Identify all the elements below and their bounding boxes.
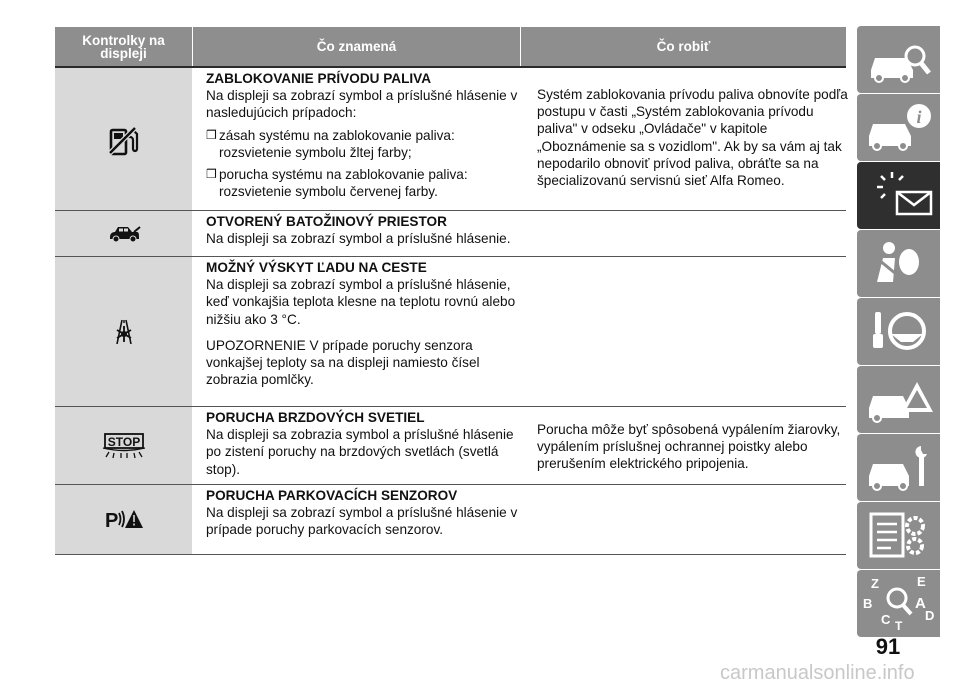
row-text: Na displeji sa zobrazí symbol a príslušné hlásenie.	[206, 231, 511, 247]
icon-cell	[55, 211, 192, 257]
row-text: Na displeji sa zobrazia symbol a príslušné hlásenie po zistení poruchy na brzdových svetlách (svetlá stop).	[206, 427, 514, 477]
row-title: MOŽNÝ VÝSKYT ĽADU NA CESTE	[206, 260, 427, 275]
car-info-icon	[857, 94, 940, 161]
index-letter: B	[863, 596, 873, 611]
meaning-cell	[206, 487, 521, 539]
column-header-indicators-text: Kontrolky na displeji	[82, 32, 165, 61]
document-gear-icon	[857, 502, 940, 569]
svg-text:P: P	[104, 510, 118, 532]
column-header-action-text: Čo robiť	[656, 39, 711, 54]
nav-tab-maintenance[interactable]	[857, 434, 940, 501]
warning-lights-icon	[857, 162, 940, 229]
action-cell: Systém zablokovania prívodu paliva obnovíte podľa postupu v časti „Systém zablokovania prívodu paliva" v odseku „Ovládače" v kapitole „Oboznámenie sa s vozidlom". Ak by sa vám aj tak nepodarilo obnoviť prívod paliva, obráťte sa na špecializovanú servisnú sieť Alfa Romeo.	[537, 87, 848, 189]
parking-sensor-failure-icon	[104, 507, 144, 533]
index-letter: A	[915, 595, 926, 612]
column-header-meaning	[193, 27, 520, 66]
column-header-action	[521, 27, 846, 66]
index-letter: T	[895, 619, 903, 633]
icon-cell	[55, 68, 192, 211]
nav-tab-index[interactable]	[857, 570, 940, 637]
list-item-text: porucha systému na zablokovanie paliva: rozsvietenie symbolu červenej farby.	[219, 167, 468, 200]
svg-text:i: i	[916, 107, 922, 127]
car-wrench-icon	[857, 434, 940, 501]
list-item-text: zásah systému na zablokovanie paliva: rozsvietenie symbolu žltej farby;	[219, 127, 455, 160]
row-title: OTVORENÝ BATOŽINOVÝ PRIESTOR	[206, 214, 447, 229]
icy-road-icon	[107, 317, 141, 347]
row-title: PORUCHA BRZDOVÝCH SVETIEL	[206, 410, 425, 425]
nav-tab-car-search[interactable]	[857, 26, 940, 93]
icon-cell	[55, 485, 192, 555]
index-letter: D	[925, 608, 935, 623]
car-search-icon	[857, 26, 940, 93]
index-letter: Z	[871, 576, 879, 591]
list-item	[206, 127, 521, 161]
alphabetical-index-icon	[857, 570, 940, 637]
table-row	[55, 211, 846, 257]
car-warning-triangle-icon	[857, 366, 940, 433]
row-text: Na displeji sa zobrazí symbol a príslušné hlásenie, keď vonkajšia teplota klesne na teplotu rovnú alebo nižšiu ako 3 °C.	[206, 277, 516, 327]
nav-tab-starting-driving[interactable]	[857, 298, 940, 365]
airbag-safety-icon	[857, 230, 940, 297]
table-row	[55, 485, 846, 555]
page-number: 91	[875, 634, 901, 659]
checkbox-bullet-icon: ❒	[206, 167, 217, 182]
meaning-cell	[206, 409, 521, 478]
row-title: ZABLOKOVANIE PRÍVODU PALIVA	[206, 71, 432, 86]
brake-light-failure-icon	[101, 431, 147, 461]
row-text: Na displeji sa zobrazí symbol a príslušné hlásenie v nasledujúcich prípadoch:	[206, 88, 518, 121]
index-letter: C	[881, 612, 891, 627]
list-item	[206, 166, 521, 200]
nav-tab-technical-data[interactable]	[857, 502, 940, 569]
steering-wheel-key-icon	[857, 298, 940, 365]
table-row	[55, 407, 846, 485]
stop-label: STOP	[107, 435, 140, 449]
nav-tab-car-info[interactable]	[857, 94, 940, 161]
open-trunk-icon	[107, 223, 141, 245]
nav-tab-warning-lights[interactable]	[857, 162, 940, 229]
icon-cell	[55, 257, 192, 407]
meaning-cell	[206, 213, 521, 247]
row-divider	[55, 554, 846, 555]
column-header-meaning-text: Čo znamená	[316, 39, 397, 54]
warning-note: UPOZORNENIE V prípade poruchy senzora vonkajšej teploty sa na displeji namiesto čísel zobrazia pomlčky.	[206, 337, 480, 388]
table-row	[55, 68, 846, 211]
icon-cell	[55, 407, 192, 485]
fuel-cutoff-icon	[107, 123, 141, 157]
row-title: PORUCHA PARKOVACÍCH SENZOROV	[206, 488, 458, 503]
action-cell: Porucha môže byť spôsobená vypálením žiarovky, vypálením príslušnej ochrannej poistky alebo prerušením elektrického pripojenia.	[537, 422, 841, 472]
index-letter: E	[917, 574, 926, 589]
table-row	[55, 257, 846, 407]
column-header-indicators	[55, 27, 192, 66]
checkbox-bullet-icon: ❒	[206, 127, 217, 142]
watermark: carmanualsonline.info	[720, 662, 915, 684]
nav-tab-safety[interactable]	[857, 230, 940, 297]
nav-tab-emergency[interactable]	[857, 366, 940, 433]
meaning-cell	[206, 259, 521, 388]
meaning-cell	[206, 70, 521, 200]
row-text: Na displeji sa zobrazí symbol a príslušné hlásenie v prípade poruchy parkovacích senzorov.	[206, 505, 518, 538]
